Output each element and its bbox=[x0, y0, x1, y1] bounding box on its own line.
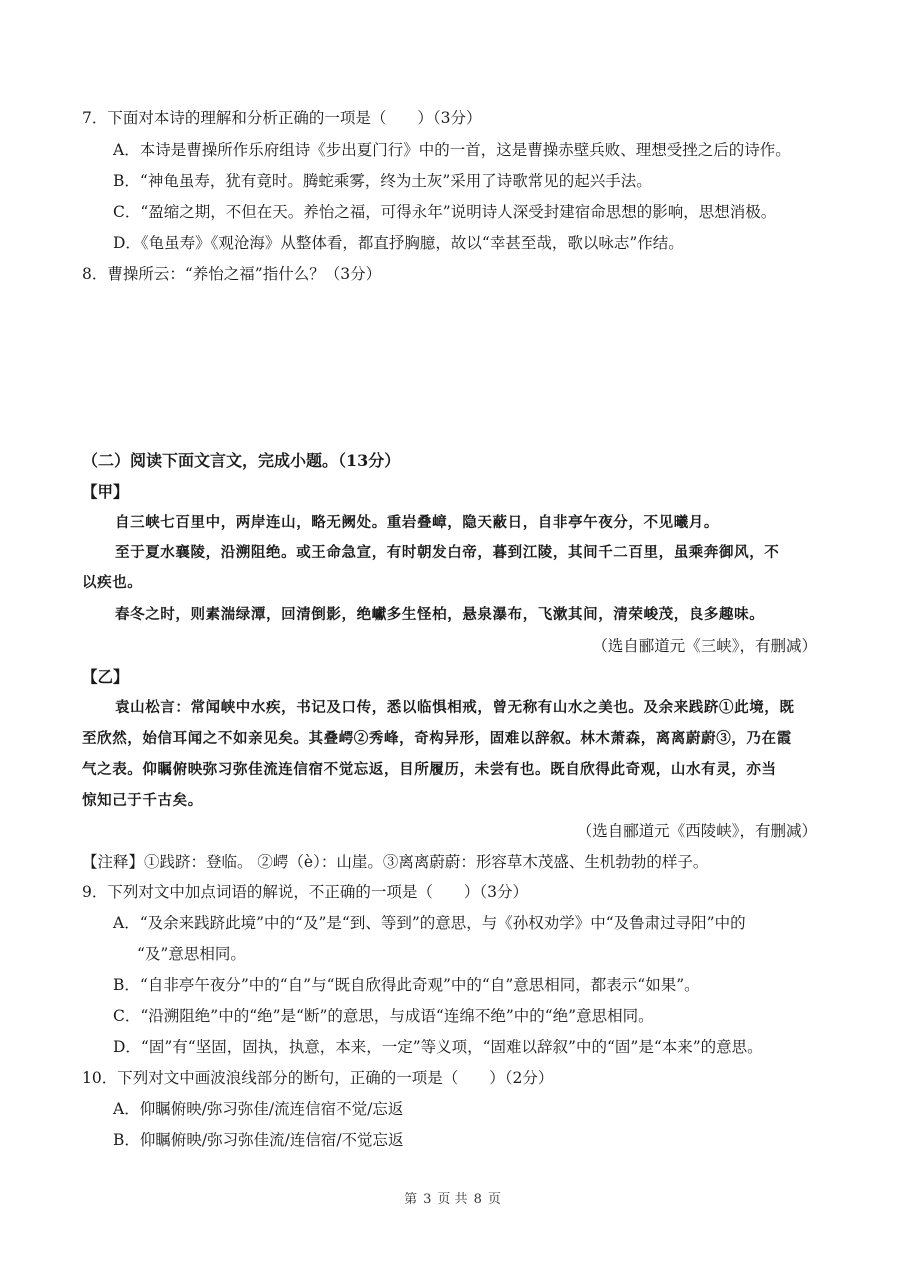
q10-option-a: A．仰瞩俯映/弥习弥佳/流连信宿不觉/忘返 bbox=[113, 1100, 404, 1118]
annotation-notes: 【注释】①践跻：登临。 ②崿（è）：山崖。③离离蔚蔚：形容草木茂盛、生机勃勃的样子。 bbox=[82, 853, 709, 871]
q7-option-d: D．《龟虽寿》《观沧海》从整体看，都直抒胸臆，故以“幸甚至哉，歌以咏志”作结。 bbox=[113, 234, 684, 252]
q7-option-b: B．“神龟虽寿，犹有竟时。腾蛇乘雾，终为土灰”采用了诗歌常见的起兴手法。 bbox=[113, 172, 652, 190]
footer-prefix: 第 bbox=[404, 1192, 418, 1207]
q8-stem: 8．曹操所云：“养怡之福”指什么？（3分） bbox=[82, 265, 382, 283]
q10-stem: 10．下列对文中画波浪线部分的断句，正确的一项是（ ）（2分） bbox=[82, 1069, 554, 1087]
page-footer bbox=[0, 1188, 905, 1207]
footer-total-pages: 8 bbox=[473, 1192, 482, 1207]
yi-source: （选自郦道元《西陵峡》，有删减） bbox=[576, 822, 817, 840]
jia-line-4: 春冬之时，则素湍绿潭，回清倒影，绝巘多生怪柏，悬泉瀑布，飞漱其间，清荣峻茂，良多趣味。 bbox=[115, 606, 765, 623]
jia-line-2: 至于夏水襄陵，沿溯阻绝。或王命急宣，有时朝发白帝，暮到江陵，其间千二百里，虽乘奔御风，不 bbox=[115, 544, 780, 561]
footer-suffix: 页 bbox=[487, 1192, 501, 1207]
q9-option-a: A．“及余来践跻此境”中的“及”是“到、等到”的意思，与《孙权劝学》中“及鲁肃过寻阳”中的 bbox=[113, 914, 746, 932]
footer-page-number: 3 bbox=[423, 1192, 432, 1207]
yi-label: 【乙】 bbox=[82, 667, 129, 686]
section2-heading: （二）阅读下面文言文，完成小题。（13分） bbox=[82, 451, 401, 470]
yi-line-2: 至欣然，始信耳闻之不如亲见矣。其叠崿②秀峰，奇构异形，固难以辞叙。林木萧森，离离蔚蔚③，乃在霞 bbox=[82, 730, 792, 747]
q7-option-a: A．本诗是曹操所作乐府组诗《步出夏门行》中的一首，这是曹操赤壁兵败、理想受挫之后的诗作。 bbox=[113, 141, 791, 159]
q9-stem: 9．下列对文中加点词语的解说，不正确的一项是（ ）（3分） bbox=[82, 883, 528, 901]
yi-line-3: 气之表。仰瞩俯映弥习弥佳流连信宿不觉忘返，目所履历，未尝有也。既自欣得此奇观，山水有灵，亦当 bbox=[82, 761, 777, 778]
jia-line-1: 自三峡七百里中，两岸连山，略无阙处。重岩叠嶂，隐天蔽日，自非亭午夜分，不见曦月。 bbox=[115, 514, 719, 531]
yi-line-4: 惊知己于千古矣。 bbox=[82, 792, 203, 809]
jia-label: 【甲】 bbox=[82, 482, 129, 501]
footer-middle: 页 共 bbox=[437, 1192, 468, 1207]
yi-line-1: 袁山松言：常闻峡中水疾，书记及口传，悉以临惧相戒，曾无称有山水之美也。及余来践跻①此境，既 bbox=[115, 699, 795, 716]
jia-source: （选自郦道元《三峡》，有删减） bbox=[592, 637, 817, 655]
q9-option-d: D．“固”有“坚固，固执，执意，本来，一定”等义项，“固难以辞叙”中的“固”是“本来”的意思。 bbox=[113, 1038, 763, 1056]
q9-option-b: B．“自非亭午夜分”中的“自”与“既自欣得此奇观”中的“自”意思相同，都表示“如果”。 bbox=[113, 976, 700, 994]
q10-option-b: B．仰瞩俯映/弥习弥佳流/连信宿/不觉忘返 bbox=[113, 1131, 404, 1149]
q9-option-c: C．“沿溯阻绝”中的“绝”是“断”的意思，与成语“连绵不绝”中的“绝”意思相同。 bbox=[113, 1007, 654, 1025]
jia-line-3: 以疾也。 bbox=[82, 574, 143, 591]
q9-option-a-cont: “及”意思相同。 bbox=[137, 945, 246, 963]
q7-option-c: C．“盈缩之期，不但在天。养怡之福，可得永年”说明诗人深受封建宿命思想的影响，思想消极。 bbox=[113, 203, 777, 221]
q7-stem: 7．下面对本诗的理解和分析正确的一项是（ ）（3分） bbox=[82, 109, 482, 127]
